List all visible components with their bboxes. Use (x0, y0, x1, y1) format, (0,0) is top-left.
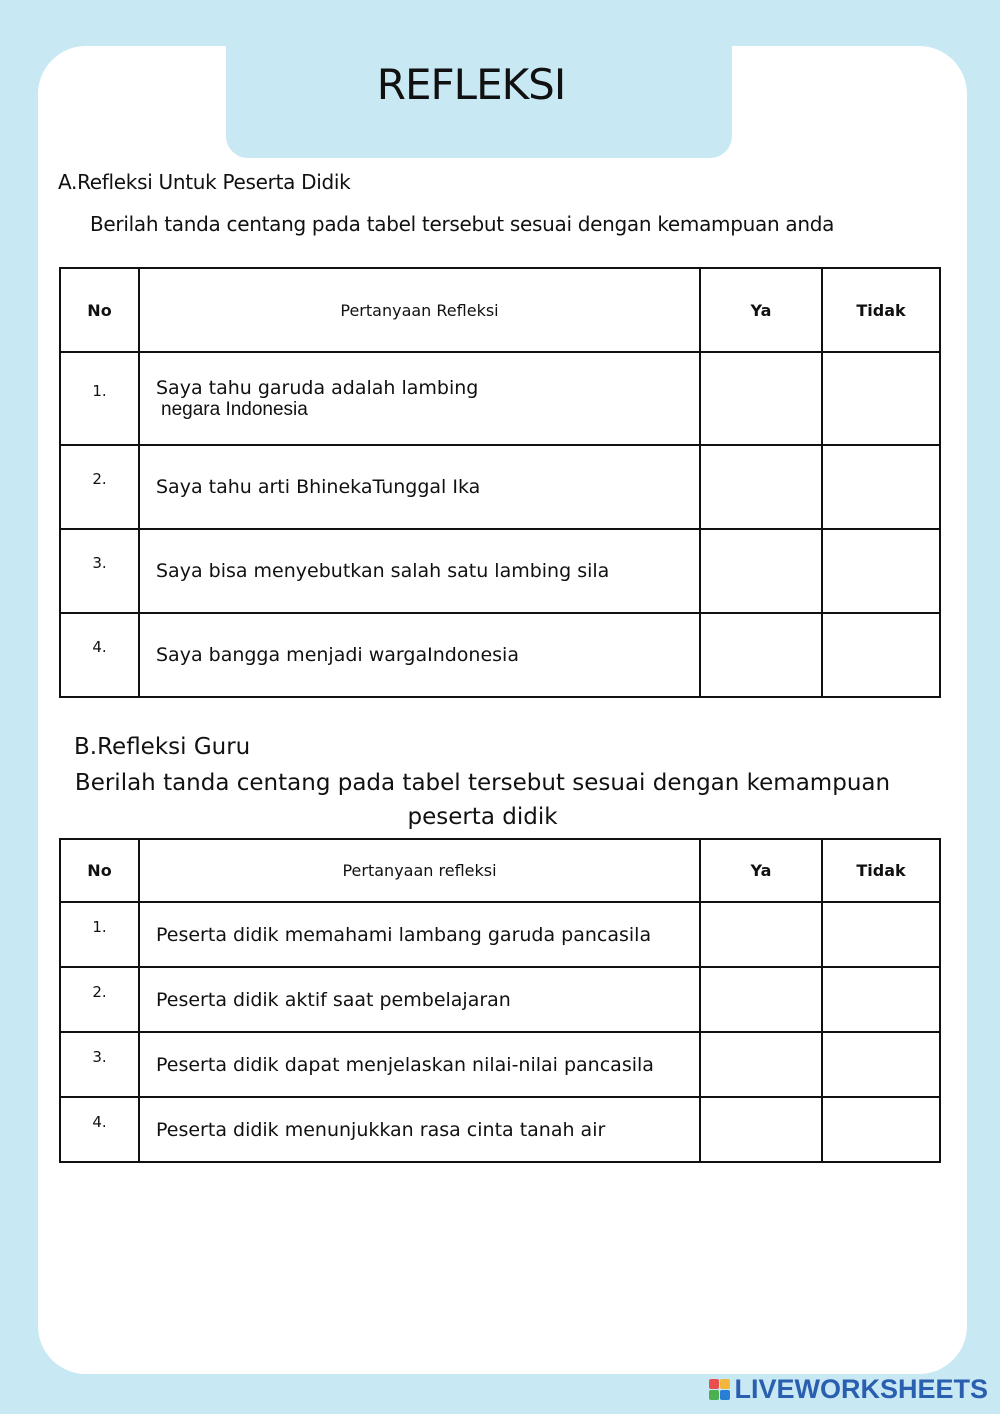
worksheet-card (38, 46, 967, 1374)
table-header-row (60, 839, 940, 902)
row-question: Peserta didik aktif saat pembelajaran (139, 967, 700, 1032)
checkbox-ya[interactable] (700, 529, 822, 613)
header-question: Pertanyaan Refleksi (139, 268, 700, 352)
table-row (60, 613, 940, 697)
row-number: 1. (60, 352, 139, 445)
row-question: Peserta didik dapat menjelaskan nilai-nilai pancasila (139, 1032, 700, 1097)
liveworksheets-watermark (709, 1374, 988, 1405)
table-row (60, 529, 940, 613)
table-row (60, 902, 940, 967)
row-question: Peserta didik menunjukkan rasa cinta tanah air (139, 1097, 700, 1162)
student-reflection-table (59, 267, 941, 698)
row-question (139, 352, 700, 445)
teacher-reflection-table (59, 838, 941, 1163)
table-row (60, 967, 940, 1032)
checkbox-ya[interactable] (700, 445, 822, 529)
section-b-instruction: Berilah tanda centang pada tabel tersebut sesuai dengan kemampuan peserta didik (74, 770, 891, 830)
checkbox-ya[interactable] (700, 902, 822, 967)
header-ya: Ya (700, 268, 822, 352)
logo-square (709, 1379, 719, 1389)
row-number: 4. (60, 613, 139, 697)
checkbox-tidak[interactable] (822, 1032, 940, 1097)
checkbox-ya[interactable] (700, 352, 822, 445)
checkbox-tidak[interactable] (822, 529, 940, 613)
checkbox-tidak[interactable] (822, 613, 940, 697)
liveworksheets-logo-icon (709, 1379, 730, 1400)
question-line-2: negara Indonesia (161, 398, 308, 420)
header-tidak: Tidak (822, 268, 940, 352)
header-no: No (60, 268, 139, 352)
table-row (60, 1097, 940, 1162)
question-line-1: Saya tahu garuda adalah lambing (156, 376, 479, 399)
section-b-heading: B.Refleksi Guru (74, 734, 251, 760)
header-tidak: Tidak (822, 839, 940, 902)
checkbox-ya[interactable] (700, 1032, 822, 1097)
checkbox-ya[interactable] (700, 967, 822, 1032)
table-row (60, 445, 940, 529)
checkbox-ya[interactable] (700, 1097, 822, 1162)
liveworksheets-text: LIVEWORKSHEETS (734, 1374, 988, 1404)
row-question: Saya bisa menyebutkan salah satu lambing sila (139, 529, 700, 613)
row-question: Peserta didik memahami lambang garuda pancasila (139, 902, 700, 967)
logo-square (709, 1390, 719, 1400)
checkbox-tidak[interactable] (822, 1097, 940, 1162)
checkbox-ya[interactable] (700, 613, 822, 697)
section-a-instruction: Berilah tanda centang pada tabel tersebut sesuai dengan kemampuan anda (90, 212, 835, 236)
row-question: Saya bangga menjadi wargaIndonesia (139, 613, 700, 697)
header-question: Pertanyaan refleksi (139, 839, 700, 902)
checkbox-tidak[interactable] (822, 902, 940, 967)
row-number: 3. (60, 1032, 139, 1097)
section-a-heading: A.Refleksi Untuk Peserta Didik (58, 170, 351, 194)
row-number: 1. (60, 902, 139, 967)
row-question: Saya tahu arti BhinekaTunggal Ika (139, 445, 700, 529)
logo-square (720, 1379, 730, 1389)
checkbox-tidak[interactable] (822, 967, 940, 1032)
header-ya: Ya (700, 839, 822, 902)
logo-square (720, 1390, 730, 1400)
table-row (60, 1032, 940, 1097)
row-number: 2. (60, 445, 139, 529)
row-number: 2. (60, 967, 139, 1032)
page-title: REFLEKSI (376, 60, 566, 109)
header-no: No (60, 839, 139, 902)
table-header-row (60, 268, 940, 352)
checkbox-tidak[interactable] (822, 445, 940, 529)
checkbox-tidak[interactable] (822, 352, 940, 445)
table-row (60, 352, 940, 445)
row-number: 3. (60, 529, 139, 613)
row-number: 4. (60, 1097, 139, 1162)
